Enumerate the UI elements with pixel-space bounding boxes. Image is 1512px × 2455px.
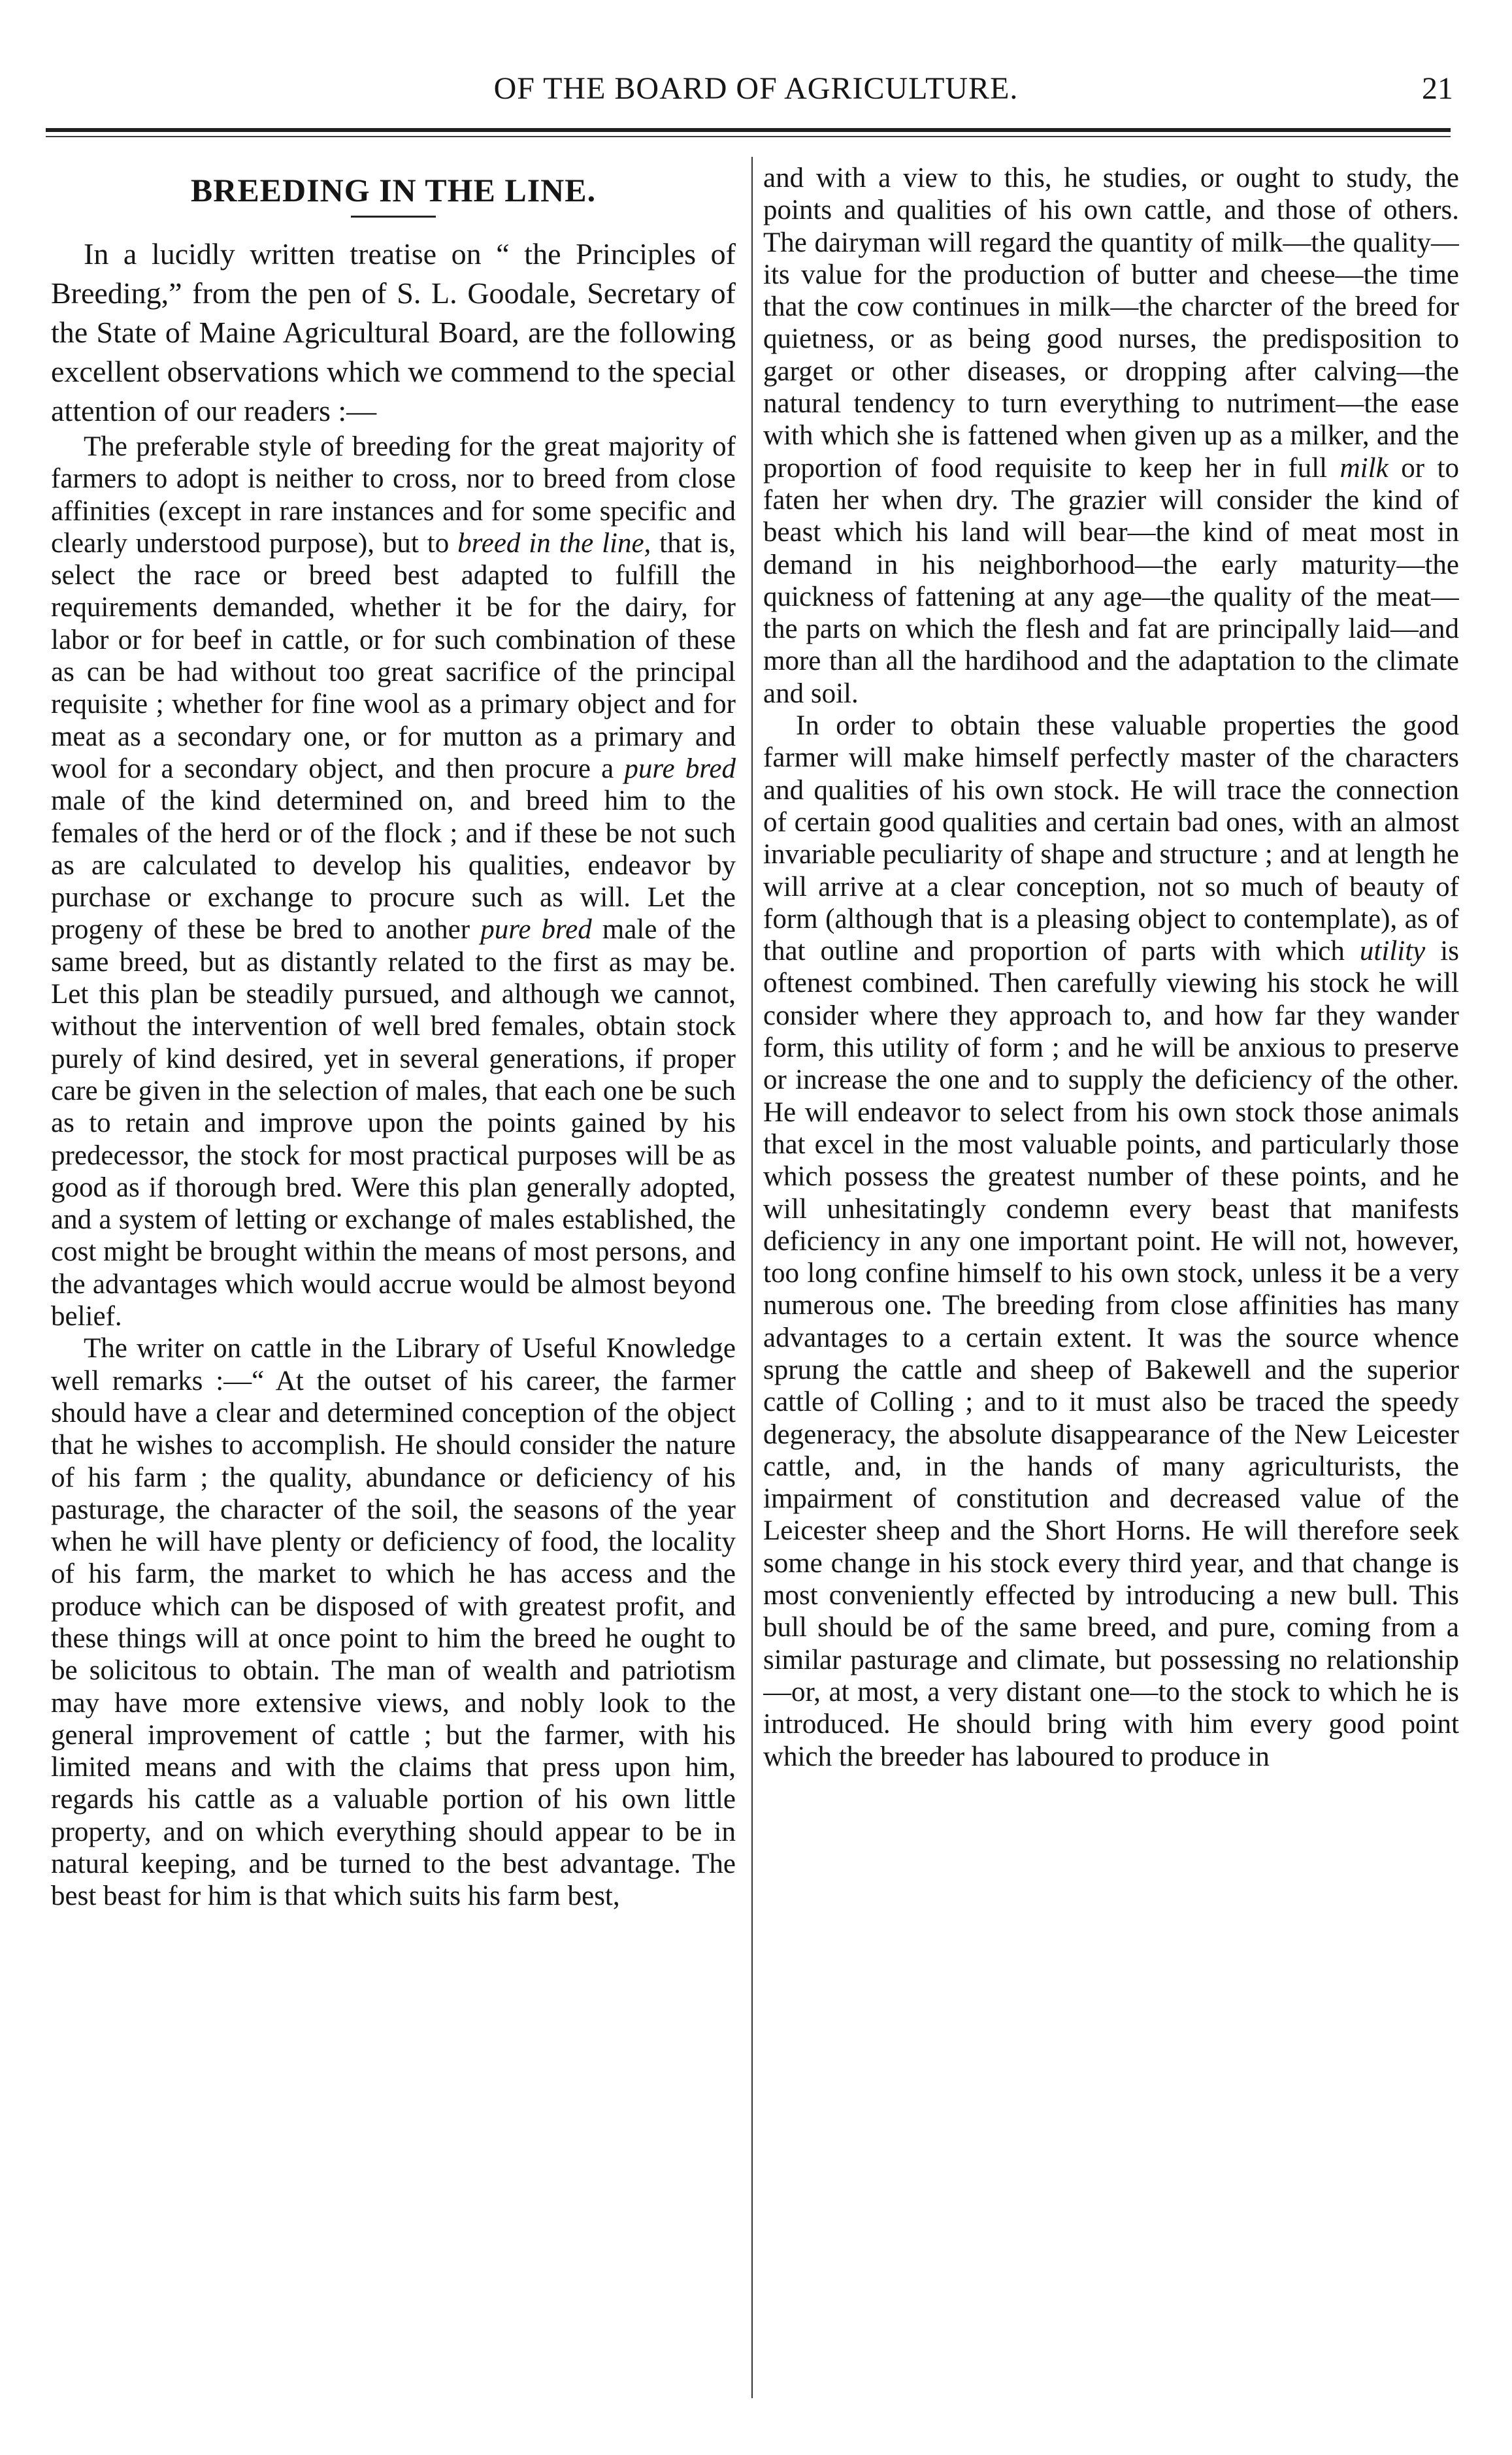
page-number: 21 [1422, 71, 1453, 106]
italic-run: pure bred [624, 753, 736, 784]
right-column [763, 162, 1459, 2430]
text-run: In order to obtain these valuable properties the good farmer will make himself perfectly master of the characters and qualities of his own stock. He will trace the connection of certain good qualities and certain bad ones, with an almost invariable peculiarity of shape and structure ; and at length he will arrive at a clear conception, not so much of beauty of form (although that is a pleasing object to contemplate), as of that outline and proportion of parts with which [763, 710, 1459, 967]
running-head [59, 71, 1453, 116]
text-run: and with a view to this, he studies, or ought to study, the points and qualities of his own cattle, and those of others. The dairyman will regard the quantity of milk—the quality—its value for the production of butter and cheese—the time that the cow continues in milk—the charcter of the breed for quietness, or as being good nurses, the predisposition to garget or other diseases, or dropping after calving—the natural tendency to turn everything to nutriment—the ease with which she is fattened when given up as a milker, and the proportion of food requisite to keep her in full [763, 163, 1459, 484]
left-column [51, 162, 736, 2430]
italic-run: breed in the line, [457, 527, 651, 559]
italic-run: utility [1359, 936, 1426, 967]
text-run: is oftenest combined. Then carefully viewing his stock he will consider where they approach to, and how far they wander form, this utility of form ; and he will be anxious to preserve or increase the one and to supply the deficiency of the other. He will endeavor to select from his own stock those animals that excel in the most valuable points, and particularly those which possess the greatest number of these points, and he will unhesitatingly condemn every beast that manifests deficiency in any one important point. He will not, however, too long confine himself to his own stock, unless it be a very numerous one. The breeding from close affinities has many advantages to a certain extent. It was the source whence sprung the cattle and sheep of Bakewell and the superior cattle of Colling ; and to it must also be traced the speedy degeneracy, the absolute disappearance of the New Leicester cattle, and, in the hands of many agriculturists, the impairment of constitution and decreased value of the Leicester sheep and the Short Horns. He will therefore seek some change in his stock every third year, and that change is most conveniently effected by introducing a new bull. This bull should be of the same breed, and pure, coming from a similar pasturage and climate, but possessing no relationship—or, at most, a very distant one—to the stock to which he is introduced. He should bring with him every good point which the breeder has laboured to produce in [763, 936, 1459, 1772]
body-paragraph-2: The writer on cattle in the Library of Useful Knowledge well remarks :—“ At the outset of his career, the farmer should have a clear and determined conception of the object that he wishes to accomplish. He should consider the nature of his farm ; the quality, abundance or deficiency of his pasturage, the character of the soil, the seasons of the year when he will have plenty or deficiency of food, the locality of his farm, the market to which he has access and the produce which can be disposed of with greatest profit, and these things will at once point to him the breed he ought to be solicitous to obtain. The man of wealth and patriotism may have more extensive views, and nobly look to the general improvement of cattle ; but the farmer, with his limited means and with the claims that press upon him, regards his cattle as a valuable portion of his own little property, and on which everything should appear to be in natural keeping, and be turned to the best advantage. The best beast for him is that which suits his farm best, [51, 1333, 736, 1912]
text-run: or to faten her when dry. The grazier will consider the kind of beast which his land will bear—the kind of meat most in demand in his neighborhood—the early maturity—the quickness of fattening at any age—the quality of the meat—the parts on which the flesh and fat are principally laid—and more than all the hardihood and the adaptation to the climate and soil. [763, 452, 1459, 709]
running-title: OF THE BOARD OF AGRICULTURE. [493, 71, 1019, 106]
text-run: male of the kind determined on, and breed him to the females of the herd or of the flock ; and if these be not such as are calculated to develop his qualities, endeavor by purchase or exchange to procure such as will. Let the progeny of these be bred to another [51, 785, 736, 946]
body-paragraph-3 [763, 162, 1459, 710]
header-rule-thin [46, 136, 1451, 137]
intro-paragraph: In a lucidly written treatise on “ the Principles of Breeding,” from the pen of S. L. Goodale, Secretary of the State of Maine Agricultural Board, are the following excellent observations which we commend to the special attention of our readers :— [51, 237, 736, 427]
article-headline: BREEDING IN THE LINE. [190, 172, 597, 208]
header-rule-thick [46, 128, 1451, 132]
text-run: male of the same breed, but as distantly related to the first as may be. Let this plan be steadily pursued, and although we cannot, without the intervention of well bred females, obtain stock purely of kind desired, yet in several generations, if proper care be given in the selection of males, that each one be such as to retain and improve upon the points gained by his predecessor, the stock for most practical purposes will be as good as if thorough bred. Were this plan generally adopted, and a system of letting or exchange of males established, the cost might be brought within the means of most persons, and the advantages which would accrue would be almost beyond belief. [51, 914, 736, 1332]
headline-rule [351, 216, 436, 218]
body-paragraph-1 [51, 431, 736, 1332]
text-run: The preferable style of breeding for the great majority of farmers to adopt is neither to cross, nor to breed from close affinities (except in rare instances and for some specific and clearly understood purpose), but to [51, 431, 736, 559]
text-run: that is, select the race or breed best adapted to fulfill the requirements demanded, whether it be for the dairy, for labor or for beef in cattle, or for such combination of these as can be had without too great sacrifice of the principal requisite ; whether for fine wool as a primary object and for meat as a secondary one, or for mutton as a primary and wool for a secondary object, and then procure a [51, 527, 736, 784]
column-divider [751, 157, 753, 2398]
italic-run: milk [1339, 452, 1389, 484]
italic-run: pure bred [480, 914, 592, 946]
body-paragraph-4 [763, 710, 1459, 1773]
